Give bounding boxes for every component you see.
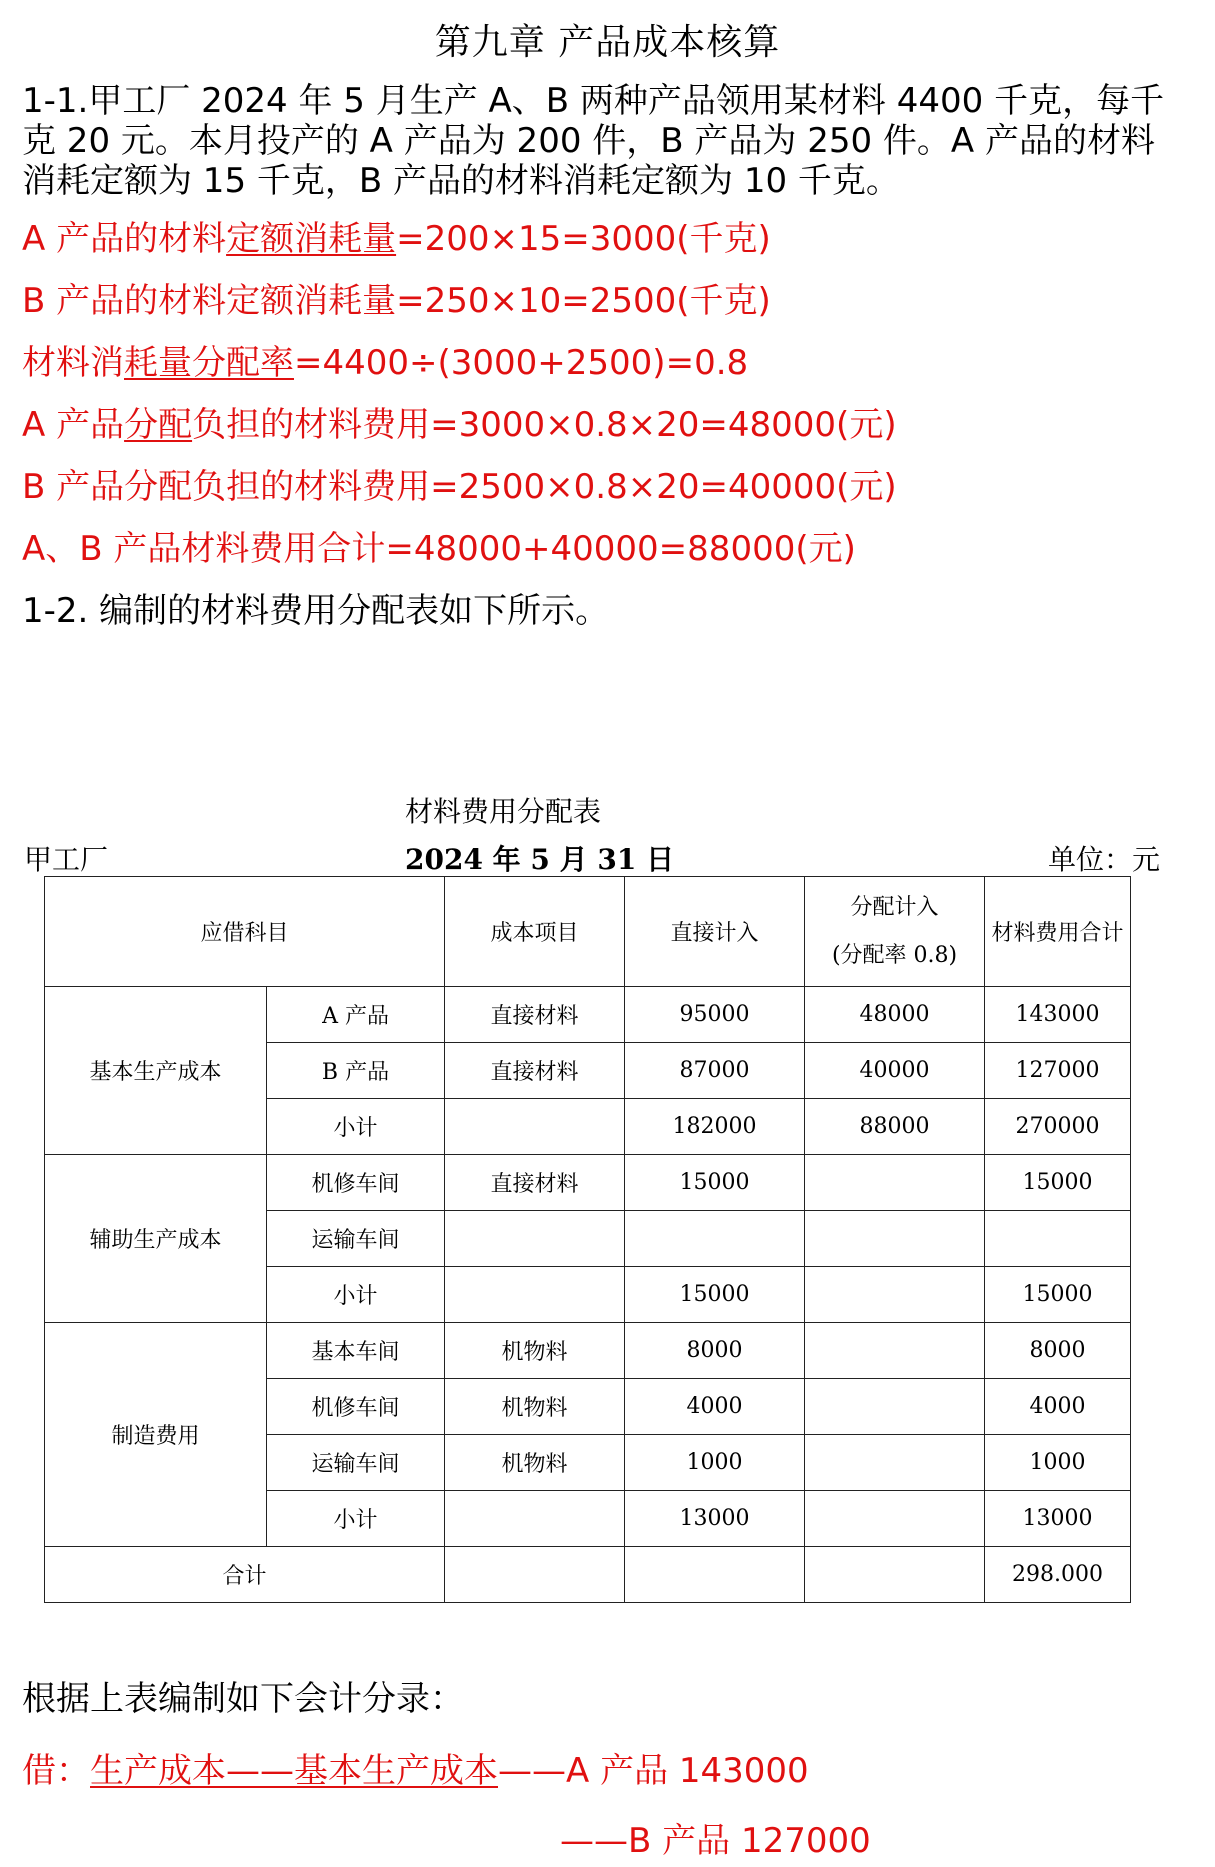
cell-sub: 运输车间: [267, 1435, 445, 1491]
header-account: 应借科目: [45, 877, 445, 987]
table-header-row: [45, 877, 1131, 987]
header-allocated: [805, 877, 985, 987]
table-date: 2024 年 5 月 31 日: [405, 843, 675, 876]
table-unit: 单位：元: [1048, 843, 1161, 876]
cell-total: 127000: [985, 1043, 1131, 1099]
journal-line-1: [22, 1748, 809, 1794]
solution-total: A、B 产品材料费用合计=48000+40000=88000(元): [22, 529, 856, 569]
table-row-grand-total: [45, 1547, 1131, 1603]
grand-total-value: 298.000: [985, 1547, 1131, 1603]
cell-sub: 小计: [267, 1491, 445, 1547]
cell-empty: [805, 1547, 985, 1603]
journal-debit-label: 借：: [22, 1751, 90, 1791]
cell-sub: 小计: [267, 1267, 445, 1323]
cell-total: 15000: [985, 1267, 1131, 1323]
journal-line-1-rest: ——A 产品 143000: [498, 1751, 809, 1791]
cell-total: 270000: [985, 1099, 1131, 1155]
solution-allocation-rate: [22, 340, 748, 386]
journal-account-1: 生产成本: [90, 1751, 226, 1791]
cell-item: 机物料: [445, 1379, 625, 1435]
table-title: 材料费用分配表: [405, 795, 602, 828]
material-cost-allocation-table: [44, 876, 1131, 1603]
cell-direct: 8000: [625, 1323, 805, 1379]
cell-sub: 机修车间: [267, 1379, 445, 1435]
cell-total: 13000: [985, 1491, 1131, 1547]
cell-sub: B 产品: [267, 1043, 445, 1099]
cell-alloc: [805, 1379, 985, 1435]
solution-rate-underlined: 耗量分配率: [124, 343, 294, 383]
cell-total: 4000: [985, 1379, 1131, 1435]
cell-item: 直接材料: [445, 987, 625, 1043]
page-title: 第九章 产品成本核算: [434, 22, 781, 63]
table-row: [45, 1155, 1131, 1211]
problem-1-1-line-2: 克 20 元。本月投产的 A 产品为 200 件，B 产品为 250 件。A 产品的材料: [22, 121, 1155, 161]
cell-sub: A 产品: [267, 987, 445, 1043]
header-total: 材料费用合计: [985, 877, 1131, 987]
solution-a-cost-rest: 负担的材料费用=3000×0.8×20=48000(元): [192, 405, 897, 445]
cell-alloc: [805, 1323, 985, 1379]
cell-direct: 13000: [625, 1491, 805, 1547]
cell-direct: 4000: [625, 1379, 805, 1435]
cell-alloc: [805, 1211, 985, 1267]
solution-a-cost-underlined: 分配: [124, 405, 193, 445]
table-row: [45, 1323, 1131, 1379]
problem-1-1-line-1: 1-1.甲工厂 2024 年 5 月生产 A、B 两种产品领用某材料 4400 千克，每千: [22, 81, 1165, 121]
header-direct: 直接计入: [625, 877, 805, 987]
cell-direct: 1000: [625, 1435, 805, 1491]
solution-a-quota-underlined: 定额消耗量: [226, 219, 397, 259]
header-cost-item: 成本项目: [445, 877, 625, 987]
problem-1-2: 1-2. 编制的材料费用分配表如下所示。: [22, 591, 610, 631]
cell-item: 直接材料: [445, 1155, 625, 1211]
cell-alloc: 88000: [805, 1099, 985, 1155]
cell-total: 1000: [985, 1435, 1131, 1491]
cell-empty: [625, 1547, 805, 1603]
cell-alloc: 48000: [805, 987, 985, 1043]
group-manufacturing-overhead: 制造费用: [45, 1323, 267, 1547]
cell-item: [445, 1491, 625, 1547]
cell-direct: 87000: [625, 1043, 805, 1099]
journal-line-2: ——B 产品 127000: [560, 1821, 871, 1861]
cell-direct: 182000: [625, 1099, 805, 1155]
cell-sub: 基本车间: [267, 1323, 445, 1379]
solution-rate-prefix: 材料消: [22, 343, 124, 383]
cell-total: 15000: [985, 1155, 1131, 1211]
cell-total: 143000: [985, 987, 1131, 1043]
cell-item: [445, 1211, 625, 1267]
solution-a-cost: [22, 402, 897, 448]
table-row: [45, 987, 1131, 1043]
cell-alloc: [805, 1491, 985, 1547]
cell-item: 机物料: [445, 1323, 625, 1379]
cell-direct: 15000: [625, 1155, 805, 1211]
group-basic-production: 基本生产成本: [45, 987, 267, 1155]
cell-total: 8000: [985, 1323, 1131, 1379]
cell-alloc: [805, 1267, 985, 1323]
cell-item: [445, 1099, 625, 1155]
solution-a-cost-prefix: A 产品: [22, 405, 125, 445]
journal-dash-1: ——: [226, 1751, 294, 1791]
cell-alloc: [805, 1435, 985, 1491]
cell-direct: 95000: [625, 987, 805, 1043]
cell-direct: 15000: [625, 1267, 805, 1323]
group-auxiliary-production: 辅助生产成本: [45, 1155, 267, 1323]
problem-1-1-line-3: 消耗定额为 15 千克，B 产品的材料消耗定额为 10 千克。: [22, 161, 900, 201]
table-company: 甲工厂: [24, 843, 109, 876]
journal-intro: 根据上表编制如下会计分录：: [22, 1679, 464, 1719]
solution-a-quota: [22, 216, 771, 262]
cell-sub: 机修车间: [267, 1155, 445, 1211]
header-allocated-line-2: (分配率 0.8): [831, 942, 958, 968]
header-allocated-line-1: 分配计入: [850, 894, 939, 920]
cell-empty: [445, 1547, 625, 1603]
cell-total: [985, 1211, 1131, 1267]
cell-item: 直接材料: [445, 1043, 625, 1099]
solution-b-quota: B 产品的材料定额消耗量=250×10=2500(千克): [22, 281, 771, 321]
grand-total-label: 合计: [45, 1547, 445, 1603]
cell-item: [445, 1267, 625, 1323]
cell-alloc: [805, 1155, 985, 1211]
solution-b-cost: B 产品分配负担的材料费用=2500×0.8×20=40000(元): [22, 467, 897, 507]
solution-a-quota-rest: =200×15=3000(千克): [396, 219, 771, 259]
solution-rate-rest: =4400÷(3000+2500)=0.8: [294, 343, 749, 383]
journal-account-2: 基本生产成本: [294, 1751, 498, 1791]
solution-a-quota-prefix: A 产品的材料: [22, 219, 227, 259]
cell-sub: 小计: [267, 1099, 445, 1155]
cell-item: 机物料: [445, 1435, 625, 1491]
cell-alloc: 40000: [805, 1043, 985, 1099]
cell-direct: [625, 1211, 805, 1267]
cell-sub: 运输车间: [267, 1211, 445, 1267]
